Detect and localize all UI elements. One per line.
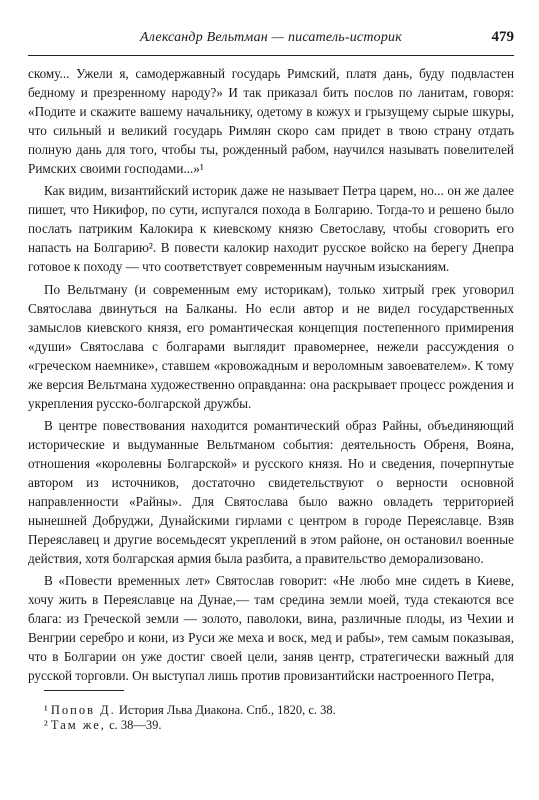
paragraph: В центре повествования находится романтический образ Райны, объединяющий исторические и выдуманные Вельтманом события: деятельность Обреня, Вояна, отношения «королевны Болгарской» и русского князя. Но и сведения, почерпнутые автором из источников, достаточно свидетельствуют о верности основной направленности «Райны». Для Святослава было важно овладеть территорией нынешней Добруджи, Дунайскими гирлами с центром в городе Переяславце. Взяв Переяславец и другие восемьдесят укреплений в этом районе, он остановил военные действия, хотя болгарская армия была разбита, а правительство деморализовано. — [28, 417, 514, 567]
footnote-marker: ¹ — [44, 703, 48, 717]
page-number: 479 — [491, 29, 514, 45]
footnote-rule — [44, 690, 124, 691]
footnote-author: Там же, — [50, 718, 106, 732]
page-header — [28, 26, 514, 54]
paragraph: В «Повести временных лет» Святослав говорит: «Не любо мне сидеть в Киеве, хочу жить в Переяславце на Дунае,— там средина земли моей, туда стекаются все блага: из Греческой земли — золото, паволоки, вина, различные плоды, из Чехии и Венгрии серебро и кони, из Руси же меха и воск, мед и рабы», тем самым показывая, что в Болгарии он уже достиг своей цели, заняв центр, стратегически важный для русской торговли. Он выступал лишь против провизантийски настроенного Петра, — [28, 573, 514, 684]
footnote-text: История Льва Диакона. Спб., 1820, с. 38. — [118, 703, 336, 717]
footnote-author: Попов Д. — [50, 703, 116, 717]
footnote — [44, 718, 514, 733]
footnote — [44, 703, 514, 718]
footnote-marker: ² — [44, 718, 48, 732]
paragraph: Как видим, византийский историк даже не называет Петра царем, но... он же далее пишет, что Никифор, по сути, испугался похода в Болгарию. Тогда-то и решено было послать патриким Калокира к киевскому князю Светославу, чтобы сговорить его напасть на Болгарию². В повести калокир находит русское войско на берегу Днепра готовое к походу — что соответствует современным научным изысканиям. — [28, 183, 514, 275]
footnotes — [44, 703, 514, 733]
footnote-text: с. 38—39. — [109, 718, 162, 732]
paragraph: скому... Ужели я, самодержавный государь Римский, платя дань, буду подвластен бедному и презренному народу?» И так приказал бить послов по ланитам, говоря: «Подите и скажите вашему начальнику, одетому в кожух и грызущему сырые шкуры, что сильный и великий государь Римлян скоро сам придет в твою страну отдать полную дань для того, чтобы ты, рожденный рабом, научился называть повелителей Римских своими господами...»¹ — [28, 66, 514, 177]
header-rule — [28, 55, 514, 56]
paragraph: По Вельтману (и современным ему историкам), только хитрый грек уговорил Святослава двинуться на Балканы. Но если автор и не видел государственных замыслов киевского князя, его романтическая концепция постепенного примирения «души» Святослава с болгарами выглядит правомернее, нежели рассуждения о «греческом наемнике», ставшем «кровожадным и вероломным завоевателем». К тому же версия Вельтмана художественно оправданна: она раскрывает процесс рождения и укрепления русско-болгарской дружбы. — [28, 281, 514, 411]
body-text — [28, 64, 514, 686]
running-head: Александр Вельтман — писатель-историк — [140, 30, 402, 45]
